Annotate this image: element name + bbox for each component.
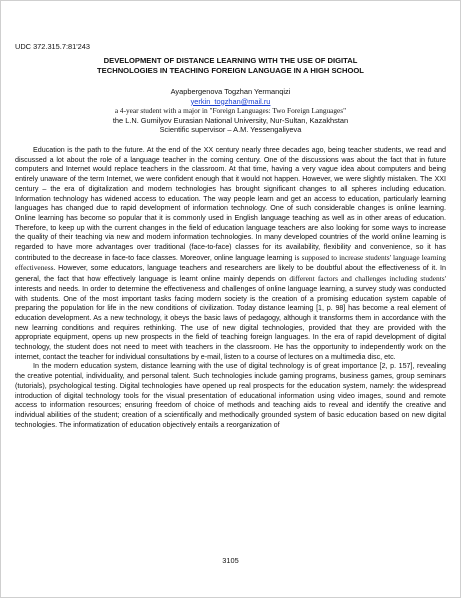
title-line: DEVELOPMENT OF DISTANCE LEARNING WITH THE USE OF DIGITAL [103,56,358,65]
article-body [15,146,446,430]
supervisor: Scientific supervisor – A.M. Yessengaliyeva [159,125,302,135]
page-number: 3105 [222,556,239,565]
paragraph: Education is the path to the future. At the end of the XX century nearly three decades ago, being teacher students, we read and discussed a lot about the role of a language teacher in the coming century. One of the discussions was about the fact that in future computers and Internet would replace teachers in the classroom. At that time, having a very vague idea about computers and being entirely unaware of the term Internet, we were confident enough that it would not happen. However, we were slightly mistaken. The XXI century – the era of digitalization and modern technologies has brought significant changes to all spheres including education. Information technology has widened access to education. The way people learn and get an access to education, particularly learning languages has changed due to rapid development of information technology. One of such considerable changes is online learning. Online learning has become so popular that it is commonly used in English language teaching as well as in other areas of education. Therefore, to keep up with the current changes in the field of education language teachers are also looking for some ways to increase the quality of their teaching via new and modern information technologies. In many developed countries of the world online learning is regarded to have more advantages over traditional (face-to-face) classes for its availability, flexibility and convenience, so it has contributed to the decrease in face-to face classes. Moreover, online language learning is supposed to increase students' language learning effectiveness. However, some educators, language teachers and researchers are likely to be doubtful about the effectiveness of it. In general, the fact that how effectively language is learnt online mainly depends on different factors and challenges including students' interests and needs. In order to determine the effectiveness and challenges of online language learning, a survey study was conducted with students. One of the most important tasks facing modern society is the creation of a promising education system capable of preparing the population for life in the new conditions of civilization. Today distance learning [1, p. 98] has become a real element of education development. As a new technology, it obeys the basic laws of pedagogy, although it transforms them in accordance with the new learning conditions and requires rethinking. The use of new digital technologies, provided that they are provided with the appropriate equipment, opens up new prospects in the field of teaching foreign languages. In the era of rapid development of digital technology, the student does not need to meet with teachers in the classroom. He has the opportunity to independently work on the internet, contact the teacher for individual consultations by e-mail, listen to a course of lectures on a multimedia disc, etc. [15,146,447,361]
udc-code: UDC 372.315.7:81'243 [15,42,90,51]
university: the L.N. Gumilyov Eurasian National University, Nur-Sultan, Kazakhstan [112,115,349,125]
paper-title [41,56,420,76]
title-line: TECHNOLOGIES IN TEACHING FOREIGN LANGUAGE IN A HIGH SCHOOL [97,66,364,75]
author-name: Ayapbergenova Togzhan Yermanqizi [170,87,291,96]
paragraph: In the modern education system, distance learning with the use of digital technology is of great importance [2, p. 157], revealing the creative potential, individuality, and personal talent. Such technologies include gaming programs, business games, group seminars (tutorials), psychological testing. Digital technologies have opened up real prospects for the education system, namely: the widespread introduction of digital technology tools for the visual presentation of educational information using video images, sound and remote access to information resources; ensuring freedom of choice of methods and teaching aids to reveal and identify the creative and individual abilities of the student; creation of a scientifically and methodically grounded system of basic education based on new digital technologies. The informatization of education objectively entails a reorganization of [15,362,446,429]
author-status: a 4-year student with a major in "Foreign Languages: Two Foreign Languages" [114,106,347,116]
author-email-link[interactable]: yerkin_togzhan@mail.ru [190,96,271,106]
author-block [31,87,430,135]
